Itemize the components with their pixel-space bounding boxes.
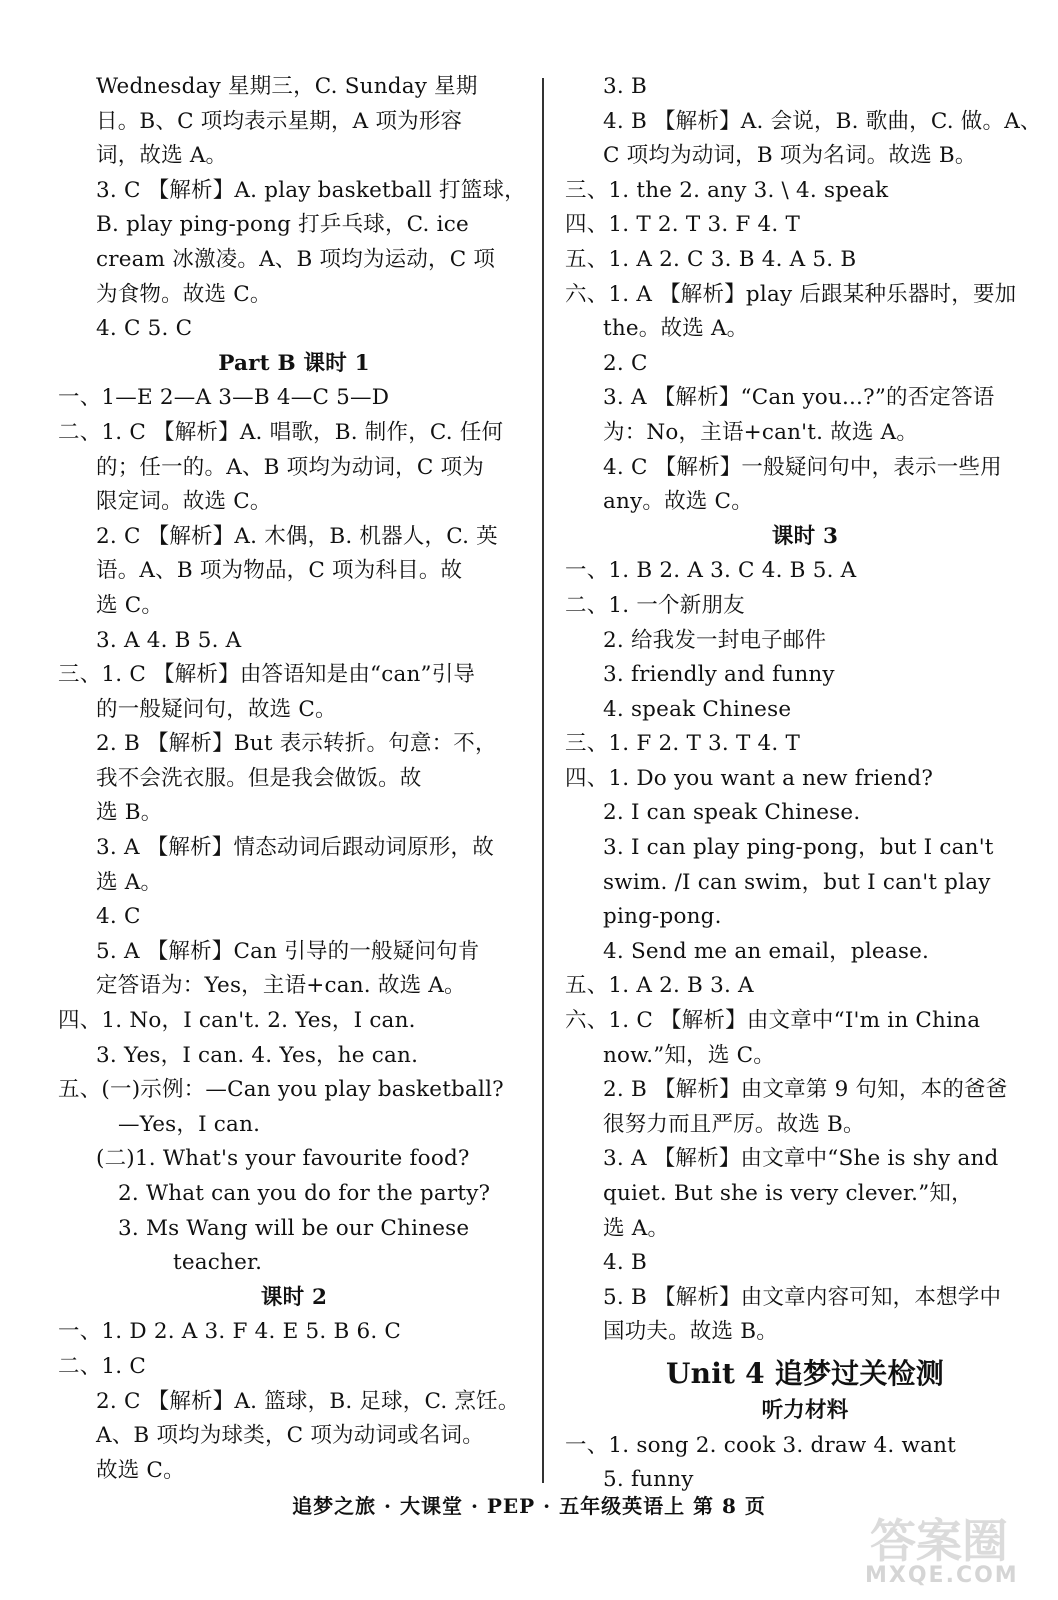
- answer-line: 五、(一)示例：—Can you play basketball?: [58, 1077, 504, 1103]
- answer-line: 3. C 【解析】A. play basketball 打篮球，: [96, 177, 526, 203]
- section-heading: Part B 课时 1: [218, 350, 370, 376]
- answer-line: now.”知，选 C。: [603, 1042, 775, 1068]
- answer-line: 国功夫。故选 B。: [603, 1319, 778, 1345]
- answer-line: 为：No，主语+can't. 故选 A。: [603, 419, 919, 445]
- answer-line: 4. B 【解析】A. 会说，B. 歌曲，C. 做。A、: [603, 108, 1042, 134]
- answer-line: quiet. But she is very clever.”知，: [603, 1181, 973, 1206]
- answer-line: 3. A 【解析】由文章中“She is shy and: [603, 1146, 999, 1172]
- answer-line: any。故选 C。: [603, 489, 753, 515]
- answer-line: 2. B 【解析】由文章第 9 句知，本的爸爸: [603, 1077, 1008, 1103]
- answer-line: (二)1. What's your favourite food?: [96, 1146, 470, 1172]
- answer-line: 2. What can you do for the party?: [118, 1181, 491, 1206]
- answer-line: 三、1. C 【解析】由答语知是由“can”引导: [58, 662, 476, 688]
- answer-line: 四、1. T 2. T 3. F 4. T: [565, 212, 801, 238]
- answer-line: 选 A。: [96, 869, 163, 895]
- answer-line: 3. Yes，I can. 4. Yes，he can.: [96, 1042, 419, 1068]
- answer-line: the。故选 A。: [603, 316, 749, 342]
- answer-line: 三、1. F 2. T 3. T 4. T: [565, 731, 801, 757]
- watermark-logo: [855, 1505, 1045, 1595]
- answer-line: 4. B: [603, 1250, 647, 1276]
- answer-line: 词，故选 A。: [96, 143, 228, 169]
- answer-line: 限定词。故选 C。: [96, 489, 272, 515]
- answer-line: C 项均为动词，B 项为名词。故选 B。: [603, 143, 977, 169]
- answer-line: 4. C: [96, 904, 141, 930]
- answer-line: 5. B 【解析】由文章内容可知，本想学中: [603, 1284, 1002, 1310]
- answer-line: 3. Ms Wang will be our Chinese: [118, 1215, 470, 1241]
- answer-line: 四、1. No，I can't. 2. Yes，I can.: [58, 1008, 416, 1034]
- answer-line: 5. funny: [603, 1467, 694, 1493]
- answer-line: 3. A 【解析】情态动词后跟动词原形，故: [96, 835, 494, 861]
- answer-line: 3. A 【解析】“Can you...?”的否定答语: [603, 385, 995, 411]
- answer-line: B. play ping-pong 打乒乓球，C. ice: [96, 212, 469, 238]
- answer-line: ping-pong.: [603, 904, 722, 930]
- answer-line: 一、1—E 2—A 3—B 4—C 5—D: [58, 385, 390, 411]
- answer-line: 定答语为：Yes，主语+can. 故选 A。: [96, 973, 466, 999]
- answer-line: 一、1. D 2. A 3. F 4. E 5. B 6. C: [58, 1319, 402, 1345]
- answer-line: 一、1. song 2. cook 3. draw 4. want: [565, 1432, 957, 1458]
- answer-line: 5. A 【解析】Can 引导的一般疑问句肯: [96, 938, 480, 964]
- answer-line: 2. B 【解析】But 表示转折。句意：不，: [96, 731, 497, 757]
- watermark-logo-text: 答案圈: [870, 1514, 1008, 1568]
- column-divider: [542, 78, 544, 1483]
- answer-line: 我不会洗衣服。但是我会做饭。故: [96, 765, 422, 791]
- page-footer: 追梦之旅 · 大课堂 · PEP · 五年级英语上 第 8 页: [292, 1494, 766, 1518]
- answer-line: 的一般疑问句，故选 C。: [96, 696, 337, 722]
- answer-line: 故选 C。: [96, 1457, 185, 1483]
- answer-line: 4. C 【解析】一般疑问句中，表示一些用: [603, 454, 1002, 480]
- answer-line: 3. A 4. B 5. A: [96, 627, 242, 653]
- answer-line: 4. Send me an email，please.: [603, 938, 930, 964]
- answer-line: 2. C 【解析】A. 篮球，B. 足球，C. 烹饪。: [96, 1388, 520, 1414]
- answer-line: cream 冰激凌。A、B 项均为运动，C 项: [96, 246, 496, 272]
- watermark-site-text: MXQE.COM: [865, 1563, 1019, 1588]
- answer-line: 选 B。: [96, 800, 163, 826]
- answer-line: 五、1. A 2. C 3. B 4. A 5. B: [565, 246, 857, 272]
- answer-line: 四、1. Do you want a new friend?: [565, 765, 934, 791]
- answer-line: 二、1. 一个新朋友: [565, 592, 745, 618]
- answer-line: 二、1. C 【解析】A. 唱歌，B. 制作，C. 任何: [58, 419, 504, 445]
- answer-line: 3. friendly and funny: [603, 662, 835, 688]
- answer-line: A、B 项均为球类，C 项为动词或名词。: [96, 1423, 484, 1449]
- answer-line: 2. I can speak Chinese.: [603, 800, 861, 826]
- answer-line: 2. C: [603, 350, 648, 376]
- answer-line: 选 A。: [603, 1215, 670, 1241]
- left-column: [58, 70, 530, 1488]
- answer-line: 3. I can play ping-pong，but I can't: [603, 835, 994, 861]
- section-heading: 课时 2: [260, 1284, 328, 1310]
- answer-line: 4. C 5. C: [96, 316, 193, 342]
- answer-line: 3. B: [603, 74, 647, 99]
- answer-line: 2. C 【解析】A. 木偶，B. 机器人，C. 英: [96, 523, 498, 549]
- answer-line: 语。A、B 项为物品，C 项为科目。故: [96, 558, 463, 584]
- answer-line: 的；任一的。A、B 项均为动词，C 项为: [96, 454, 484, 480]
- answer-line: swim. /I can swim，but I can't play: [603, 869, 991, 895]
- answer-line: 很努力而且严厉。故选 B。: [603, 1111, 865, 1137]
- answer-line: —Yes，I can.: [118, 1111, 261, 1137]
- answer-line: 六、1. C 【解析】由文章中“I'm in China: [565, 1008, 981, 1034]
- section-heading: 听力材料: [761, 1397, 849, 1423]
- answer-line: 4. speak Chinese: [603, 696, 792, 722]
- unit-heading: Unit 4 追梦过关检测: [666, 1356, 944, 1390]
- answer-line: 二、1. C: [58, 1353, 146, 1379]
- answer-line: 一、1. B 2. A 3. C 4. B 5. A: [565, 558, 857, 584]
- answer-line: 五、1. A 2. B 3. A: [565, 973, 754, 999]
- right-column: [565, 70, 1045, 1498]
- answer-line: 2. 给我发一封电子邮件: [603, 627, 827, 653]
- answer-line: Wednesday 星期三，C. Sunday 星期: [96, 74, 478, 99]
- answer-line: 为食物。故选 C。: [96, 281, 272, 307]
- section-heading: 课时 3: [771, 523, 839, 549]
- answer-line: 六、1. A 【解析】play 后跟某种乐器时，要加: [565, 281, 1017, 307]
- answer-line: 三、1. the 2. any 3. \ 4. speak: [565, 177, 889, 203]
- answer-line: teacher.: [173, 1250, 263, 1276]
- answer-line: 日。B、C 项均表示星期，A 项为形容: [96, 108, 463, 134]
- answer-line: 选 C。: [96, 592, 164, 618]
